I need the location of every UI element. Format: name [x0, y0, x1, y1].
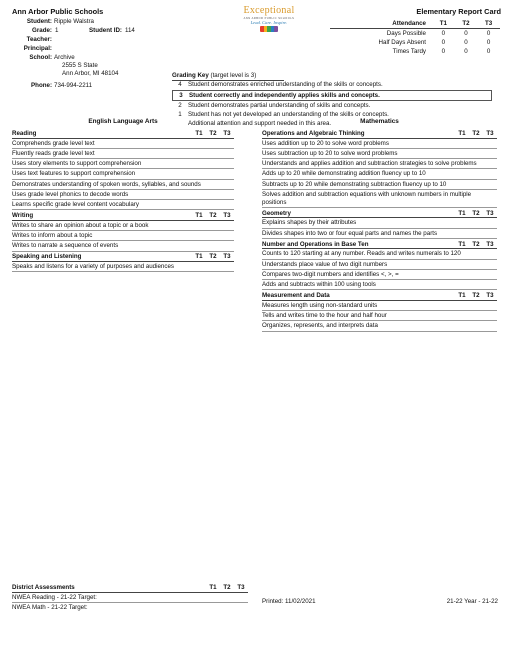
- attendance-header-row: [330, 19, 500, 29]
- grading-key-title-rest: (target level is 3): [208, 72, 257, 79]
- term-header: T3: [237, 583, 245, 591]
- skill-item: Learns specific grade level content vocabulary: [12, 200, 234, 210]
- attendance-label: Times Tardy: [392, 47, 426, 55]
- attendance-label: Half Days Absent: [378, 38, 426, 46]
- term-header: T2: [209, 212, 217, 219]
- section-header: [12, 252, 234, 263]
- skill-item: Uses addition up to 20 to solve word problems: [262, 139, 497, 149]
- grading-level-text: Student correctly and independently applies skills and concepts.: [189, 91, 380, 99]
- section-header: [262, 239, 497, 250]
- district-assessments-header: [12, 582, 248, 593]
- term-header: T3: [477, 19, 500, 29]
- skill-item: Tells and writes time to the hour and half hour: [262, 311, 497, 321]
- attendance-table: [330, 19, 500, 56]
- term-header: T2: [472, 240, 480, 248]
- section-title: Measurement and Data: [262, 292, 330, 299]
- logo-color-block: [274, 26, 278, 32]
- skill-item: Organizes, represents, and interprets data: [262, 321, 497, 331]
- section-header: [12, 128, 234, 139]
- attendance-value: 0: [464, 29, 468, 37]
- skill-item: Uses grade level phonics to decode words: [12, 190, 234, 200]
- skill-item: Compares two-digit numbers and identifies <, >, =: [262, 270, 497, 280]
- logo-color-bar: [260, 26, 278, 32]
- ela-column: [12, 118, 234, 272]
- school-year: 21-22 Year - 21-22: [446, 598, 498, 605]
- school-name: Ann Arbor Public Schools: [12, 7, 104, 16]
- student-id-label: Student ID:: [89, 27, 122, 34]
- skill-item: Uses text features to support comprehension: [12, 169, 234, 179]
- term-header: T2: [472, 292, 480, 299]
- attendance-row: [330, 47, 500, 56]
- student-row: [12, 18, 94, 26]
- skill-item: Writes to inform about a topic: [12, 231, 234, 241]
- section-title: Reading: [12, 129, 37, 137]
- principal-label: Principal:: [23, 45, 52, 52]
- term-header: T1: [195, 129, 203, 137]
- term-headers: [206, 584, 248, 592]
- section-header: [262, 208, 497, 219]
- term-header: T3: [223, 253, 231, 261]
- attendance-value: 0: [441, 38, 446, 46]
- grade-label: Grade:: [32, 27, 52, 34]
- term-headers: [455, 292, 497, 300]
- school-label: School:: [29, 54, 52, 61]
- grading-extra-text: Additional attention and support needed in this area.: [188, 120, 332, 128]
- student-id: 114: [125, 27, 135, 34]
- term-header: T3: [486, 292, 494, 299]
- grading-level-row-target: [172, 90, 492, 101]
- section-title: Number and Operations in Base Ten: [262, 240, 369, 248]
- skill-item: Adds up to 20 while demonstrating addition fluency up to 10: [262, 169, 497, 179]
- term-headers: [455, 210, 497, 218]
- attendance-heading: Attendance: [330, 19, 432, 29]
- grading-key-title-bold: Grading Key: [172, 72, 209, 79]
- term-header: T2: [472, 209, 480, 217]
- skill-item: Understands and applies addition and subtraction strategies to solve problems: [262, 159, 497, 169]
- term-header: T1: [458, 129, 466, 137]
- term-headers: [455, 241, 497, 249]
- logo-tagline: Lead. Care. Inspire.: [250, 19, 288, 25]
- school-address-line: Archive: [54, 54, 75, 61]
- term-header: T1: [458, 209, 466, 217]
- attendance-value: 0: [486, 29, 491, 37]
- attendance-value: 0: [486, 38, 491, 46]
- attendance-value: 0: [486, 47, 491, 55]
- term-header: T1: [458, 292, 466, 299]
- grading-level: 4: [178, 81, 182, 89]
- skill-item: Uses story elements to support comprehension: [12, 159, 234, 169]
- ela-subject-title: English Language Arts: [88, 118, 158, 125]
- section-header: [262, 128, 497, 139]
- skill-item: Divides shapes into two or four equal parts and names the parts: [262, 229, 497, 239]
- attendance-row: [330, 38, 500, 47]
- grading-key-title: [172, 72, 284, 81]
- grading-level: 2: [178, 101, 182, 109]
- phone-label: Phone:: [31, 82, 52, 89]
- skill-item: Adds and subtracts within 100 using tools: [262, 280, 497, 290]
- district-logo: [226, 5, 312, 32]
- term-header: T3: [486, 129, 494, 137]
- term-header: T1: [458, 240, 466, 248]
- skill-item: Solves addition and subtraction equations with unknown numbers in multiple positions: [262, 190, 497, 208]
- math-subject-title: Mathematics: [360, 118, 399, 125]
- phone-value: 734-994-2211: [54, 82, 93, 89]
- term-header: T3: [223, 212, 231, 219]
- term-header: T3: [486, 240, 494, 248]
- term-header: T2: [223, 583, 231, 591]
- report-title: Elementary Report Card: [416, 7, 501, 16]
- attendance-value: 0: [464, 47, 468, 55]
- attendance-label: Days Possible: [386, 29, 426, 37]
- skill-item: Measures length using non-standard units: [262, 301, 497, 311]
- phone-row: [12, 82, 92, 90]
- section-title: Speaking and Listening: [12, 253, 82, 261]
- section-header: [12, 210, 234, 221]
- grading-level-row: [172, 81, 492, 90]
- term-header: T3: [486, 209, 494, 217]
- attendance-value: 0: [441, 29, 446, 37]
- term-header: T3: [223, 129, 231, 137]
- grading-level: 1: [178, 111, 182, 119]
- grading-level-text: Student demonstrates partial understanding of skills and concepts.: [188, 101, 371, 109]
- grading-level-text: Student has not yet developed an understanding of the skills or concepts.: [188, 111, 389, 119]
- grading-level: 3: [179, 91, 183, 99]
- student-label: Student:: [26, 18, 52, 25]
- skill-item: Demonstrates understanding of spoken words, syllables, and sounds: [12, 180, 234, 190]
- logo-small-text: ANN ARBOR PUBLIC SCHOOLS: [243, 16, 295, 20]
- teacher-row: [12, 36, 55, 44]
- term-headers: [192, 130, 234, 138]
- logo-word: Exceptional: [243, 5, 295, 16]
- term-header: T2: [455, 19, 478, 29]
- term-header: T2: [472, 129, 480, 137]
- skill-item: Uses subtraction up to 20 to solve word problems: [262, 149, 497, 159]
- grade-row: [12, 27, 135, 35]
- attendance-value: 0: [441, 47, 446, 55]
- district-assessment-item: NWEA Math - 21-22 Target:: [12, 603, 88, 611]
- skill-item: Speaks and listens for a variety of purposes and audiences: [12, 262, 234, 272]
- skill-item: Writes to narrate a sequence of events: [12, 241, 234, 251]
- student-name: Ripple Walstra: [54, 18, 95, 25]
- term-header: T1: [209, 583, 217, 591]
- section-title: Geometry: [262, 209, 291, 217]
- principal-row: [12, 45, 55, 53]
- term-header: T1: [195, 253, 203, 261]
- skill-item: Understands place value of two digit numbers: [262, 260, 497, 270]
- term-headers: [192, 212, 234, 220]
- term-headers: [455, 130, 497, 138]
- term-header: T2: [209, 129, 217, 137]
- skill-item: Fluently reads grade level text: [12, 149, 234, 159]
- school-address-line: 2555 S State: [62, 61, 98, 69]
- district-assessments-title: District Assessments: [12, 583, 75, 591]
- skill-item: Counts to 120 starting at any number. Reads and writes numerals to 120: [262, 249, 497, 259]
- section-header: [262, 290, 497, 301]
- grading-level-row: [172, 101, 492, 110]
- skill-item: Writes to share an opinion about a topic or a book: [12, 221, 234, 231]
- school-row: [12, 54, 118, 77]
- math-column: [262, 118, 497, 332]
- term-header: T1: [195, 212, 203, 219]
- district-assessment-item: NWEA Reading - 21-22 Target:: [12, 593, 248, 603]
- district-assessments: [12, 582, 248, 612]
- attendance-value: 0: [464, 38, 468, 46]
- grading-level-text: Student demonstrates enriched understanding of the skills or concepts.: [188, 81, 383, 89]
- section-title: Operations and Algebraic Thinking: [262, 129, 365, 137]
- attendance-row: [330, 29, 500, 39]
- grade-value: 1: [55, 27, 59, 34]
- school-address-line: Ann Arbor, MI 48104: [62, 69, 119, 77]
- skill-item: Explains shapes by their attributes: [262, 218, 497, 228]
- printed-date: Printed: 11/02/2021: [262, 598, 316, 605]
- skill-item: Comprehends grade level text: [12, 139, 234, 149]
- teacher-label: Teacher:: [26, 36, 52, 43]
- skill-item: Subtracts up to 20 while demonstrating subtraction fluency up to 10: [262, 180, 497, 190]
- term-header: T2: [209, 253, 217, 261]
- section-title: Writing: [12, 212, 34, 219]
- term-header: T1: [432, 19, 455, 29]
- term-headers: [192, 253, 234, 261]
